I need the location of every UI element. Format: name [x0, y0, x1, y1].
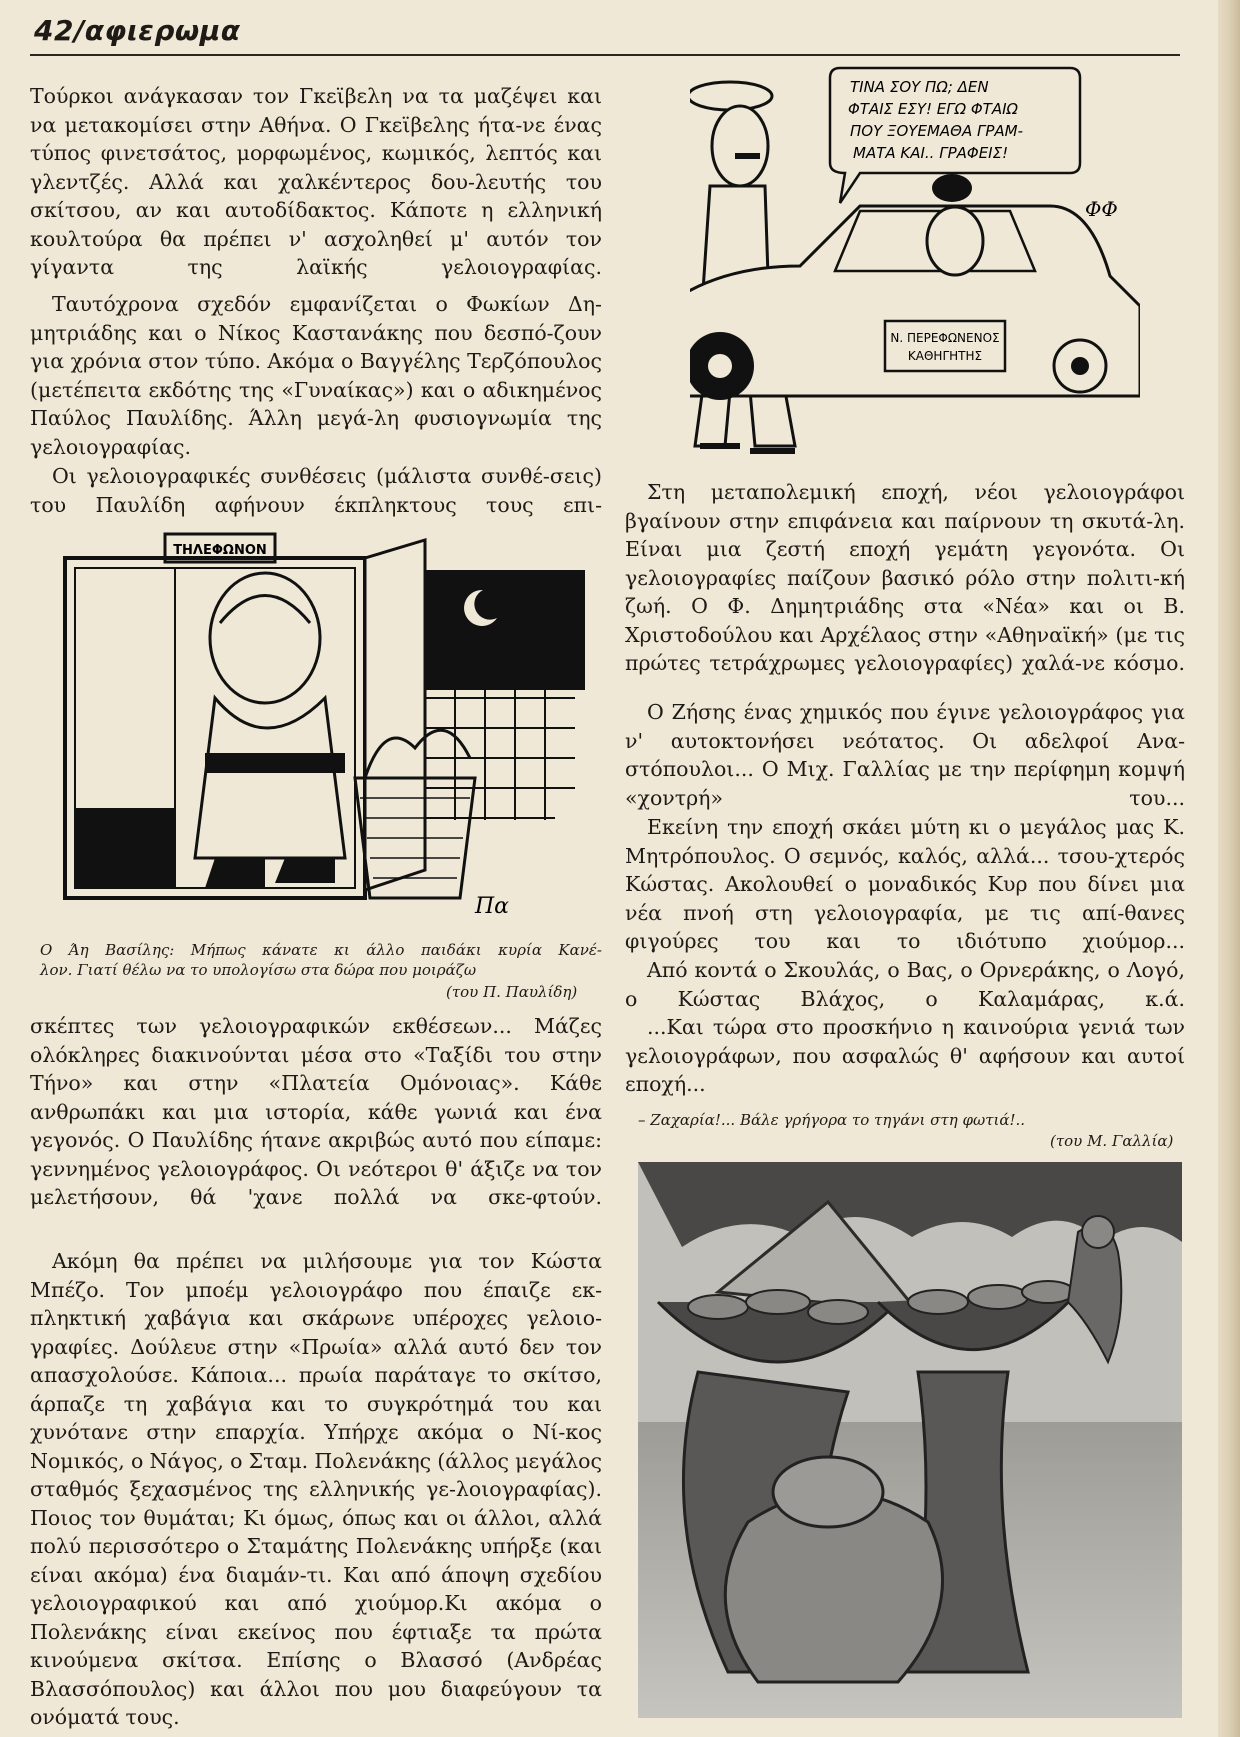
left-paragraph-3: Οι γελοιογραφικές συνθέσεις (μάλιστα συνθέ-σεις) του Παυλίδη αφήνουν έκπληκτους τους επι- [30, 464, 602, 517]
santa-caption-line-1: Ο Άη Βασίλης: Μήπως κάνατε κι άλλο παιδάκι κυρία Κανέ- [40, 941, 602, 959]
santa-caption-line-2: λον. Γιατί θέλω να το υπολογίσω στα δώρα που μοιράζω [40, 961, 477, 979]
left-paragraph-4: σκέπτες των γελοιογραφικών εκθέσεων... Μάζες ολόκληρες διακινούνται μέσα στο «Ταξίδι του στην Τήνο» και στην «Πλατεία Ομόνοιας». Κάθε ανθρωπάκι και μια ιστορία, κάθε γωνιά και ένα γεγονός. Ο Παυλίδης ήτανε ακριβώς αυτό που είπαμε: γεννημένος γελοιογράφος. Οι νεότεροι θ' άξιζε να τον μελετήσουν, θά 'χανε πολλά να σκε-φτούν. [30, 1014, 602, 1209]
santa-phonebooth-cartoon [55, 528, 595, 930]
car-sign-line-2: ΚΑΘΗΓΗΤΗΣ [907, 349, 983, 363]
booth-sign: ΤΗΛΕΦΩΝΟΝ [173, 543, 267, 558]
right-paragraph-2: Ο Ζήσης ένας χημικός που έγινε γελοιογράφος για ν' αυτοκτονήσει νεότατος. Οι αδελφοί Ανα-στόπουλοι... Ο Μιχ. Γαλλίας με την περίφημη κομψή «χοντρή» του... [625, 700, 1185, 810]
fish-caption: – Ζαχαρία!... Βάλε γρήγορα το τηγάνι στη φωτιά!.. [638, 1111, 1026, 1129]
speech-line-3: ΠΟΥ ΞΟΥΕΜΑΘΑ ΓΡΑΜ- [850, 122, 1023, 140]
page-header [30, 12, 1180, 56]
police-cartoon [690, 66, 1140, 471]
svg-text:Πα: Πα [475, 894, 510, 919]
fish-basket-cartoon [638, 1162, 1182, 1718]
page-title: 42/αφιερωμα [34, 14, 241, 47]
santa-credit: (του Π. Παυλίδη) [446, 983, 578, 1001]
right-paragraph-5: ...Και τώρα στο προσκήνιο η καινούρια γενιά των γελοιογράφων, που ασφαλώς θ' αφήσουν και αυτοί εποχή... [625, 1015, 1185, 1096]
fish-credit: (του Μ. Γαλλία) [1050, 1132, 1174, 1150]
page-binding-edge [1218, 0, 1240, 1737]
right-paragraph-4: Από κοντά ο Σκουλάς, ο Βας, ο Ορνεράκης, ο Λογό, ο Κώστας Βλάχος, ο Καλαμάρας, κ.ά. [625, 958, 1185, 1011]
speech-line-2: ΦΤΑΙΣ ΕΣΥ! ΕΓΩ ΦΤΑΙΩ [848, 100, 1018, 118]
left-paragraph-2: Ταυτόχρονα σχεδόν εμφανίζεται ο Φωκίων Δη-μητριάδης και ο Νίκος Καστανάκης που δεσπό-ζουν για χρόνια στον τύπο. Ακόμα ο Βαγγέλης Τερζόπουλος (μετέπειτα εκδότης της «Γυναίκας») και ο αδικημένος Παύλος Παυλίδης. Άλλη μεγά-λη φυσιογνωμία της γελοιογραφίας. [30, 292, 602, 459]
speech-line-1: ΤΙΝΑ ΣΟΥ ΠΩ; ΔΕΝ [850, 78, 989, 96]
left-paragraph-5: Ακόμη θα πρέπει να μιλήσουμε για τον Κώστα Μπέζο. Τον μποέμ γελοιογράφο που έπαιζε εκ-πληκτική χαβάγια και σκάρωνε υπέροχες γελοιο-γραφίες. Δούλευε στην «Πρωία» αλλά αυτό δεν τον απασχολούσε. Κάποια... πρωία παράταγε το σκίτσο, άρπαζε τη χαβάγια και το συγκρότημά του και χυνότανε στην επαρχία. Υπήρχε ακόμα ο Νί-κος Νομικός, ο Νάγος, ο Σταμ. Πολενάκης (άλλος μεγάλος σταθμός ξεχασμένος της ελληνικής γε-λοιογραφίας). Ποιος τον θυμάται; Κι όμως, όπως και οι άλλοι, αλλά πολύ περισσότερο ο Σταμάτης Πολενάκης υπήρξε (και είναι ακόμα) ένα διαμάν-τι. Και από άποψη σχεδίου γελοιογραφικού και από χιούμορ.Κι ακόμα ο Πολενάκης είναι εκείνος που έφτιαξε τα πρώτα κινούμενα σκίτσα. Επίσης ο Βλασσό (Ανδρέας Βλασσόπουλος) και άλλοι που μου διαφεύγουν τα ονόματά τους. [30, 1249, 602, 1729]
right-paragraph-1: Στη μεταπολεμική εποχή, νέοι γελοιογράφοι βγαίνουν στην επιφάνεια και παίρνουν τη σκυτά-λη. Είναι μια ζεστή εποχή γεμάτη γεγονότα. Οι γελοιογραφίες παίζουν βασικό ρόλο στην πολιτι-κή ζωή. Ο Φ. Δημητριάδης στα «Νέα» και οι Β. Χριστοδούλου και Αρχέλαος στην «Αθηναϊκή» (με τις πρώτες τετράχρωμες γελοιογραφίες) χαλά-νε κόσμο. [625, 480, 1185, 675]
car-sign-line-1: Ν. ΠΕΡΕΦΩΝΕΝΟΣ [890, 331, 1000, 345]
left-paragraph-1: Τούρκοι ανάγκασαν τον Γκεϊβελη να τα μαζέψει και να μετακομίσει στην Αθήνα. Ο Γκεϊβελης ήτα-νε ένας τύπος φινετσάτος, μορφωμένος, κωμικός, λεπτός και γλεντζές. Αλλά και χαλκέντερος δου-λευτής του σκίτσου, αν και αυτοδίδακτος. Κάποτε η ελληνική κουλτούρα θα πρέπει ν' ασχοληθεί μ' αυτόν τον γίγαντα της λαϊκής γελοιογραφίας. [30, 84, 602, 279]
svg-text:ΦΦ: ΦΦ [1085, 197, 1118, 221]
speech-line-4: ΜΑΤΑ ΚΑΙ.. ΓΡΑΦΕΙΣ! [853, 144, 1009, 162]
right-paragraph-3: Εκείνη την εποχή σκάει μύτη κι ο μεγάλος μας Κ. Μητρόπουλος. Ο σεμνός, καλός, αλλά... τσου-χτερός Κώστας. Ακολουθεί ο μοναδικός Κυρ που δίνει μια νέα πνοή στη γελοιογραφία, με τις απί-θανες φιγούρες του και το ιδιότυπο χιούμορ... [625, 815, 1185, 953]
